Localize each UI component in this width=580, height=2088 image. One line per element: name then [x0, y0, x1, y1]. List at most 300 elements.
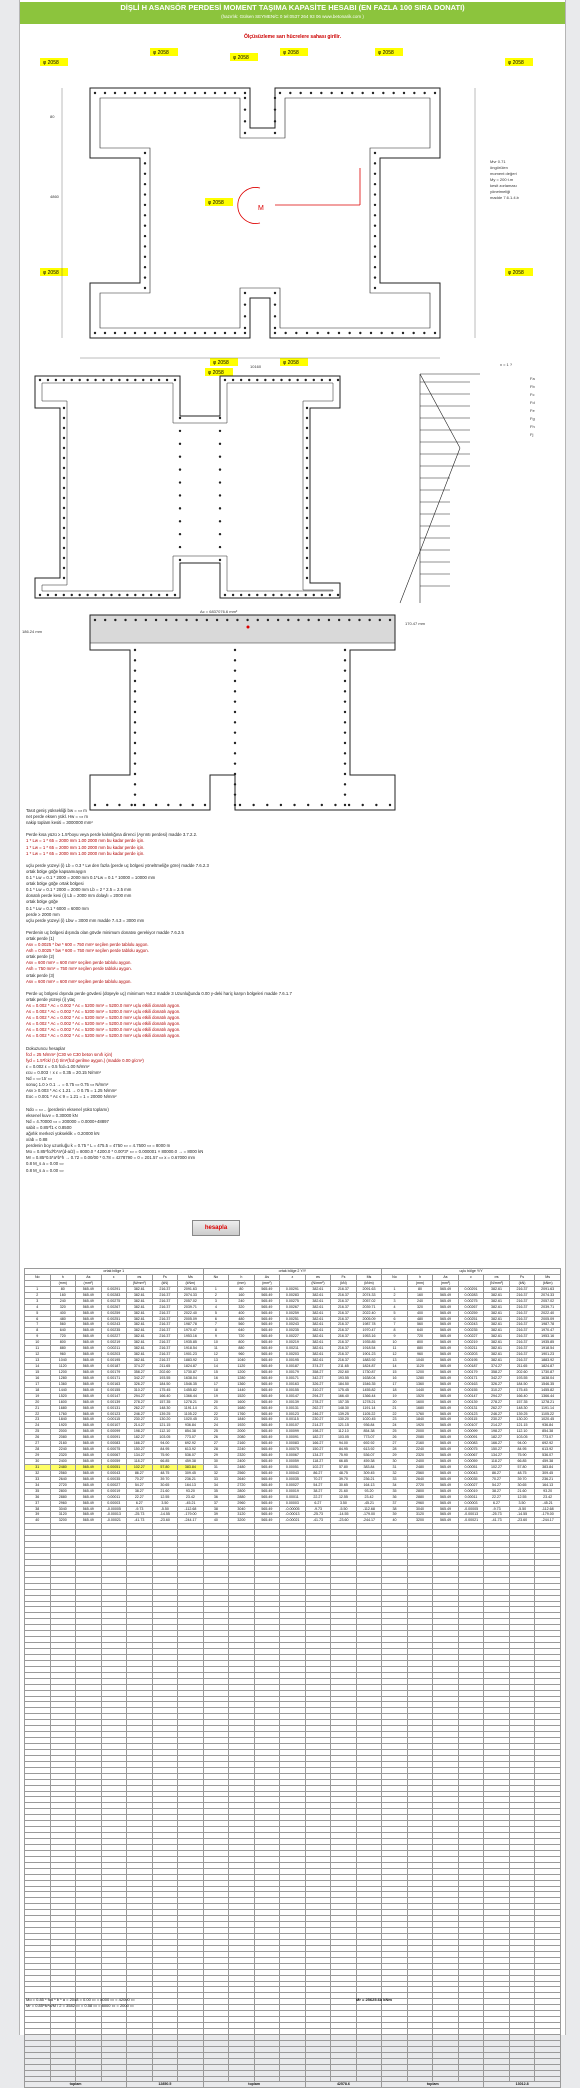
table-cell[interactable]: 0.00091 [458, 1435, 484, 1441]
table-cell[interactable]: 240 [50, 1298, 76, 1304]
table-cell[interactable]: 22.27 [305, 1494, 331, 1500]
table-cell[interactable]: 383.84 [178, 1464, 204, 1470]
table-cell[interactable]: 382.61 [484, 1334, 510, 1340]
table-cell[interactable]: -25.73 [305, 1512, 331, 1518]
table-cell[interactable]: 22 [203, 1411, 229, 1417]
table-cell[interactable]: 1680 [229, 1405, 255, 1411]
table-cell[interactable]: 565.49 [76, 1298, 102, 1304]
table-cell[interactable]: 382.61 [127, 1298, 153, 1304]
table-cell[interactable]: 216.37 [331, 1292, 357, 1298]
table-cell[interactable]: -14.55 [509, 1512, 535, 1518]
table-cell[interactable]: 86.27 [127, 1470, 153, 1476]
table-cell[interactable]: 0.00171 [458, 1375, 484, 1381]
table-cell[interactable]: 1366.44 [356, 1393, 382, 1399]
table-cell[interactable]: 216.37 [509, 1322, 535, 1328]
table-cell[interactable]: 15 [203, 1369, 229, 1375]
table-cell[interactable]: 84.95 [331, 1447, 357, 1453]
table-cell[interactable]: 0.00107 [280, 1423, 306, 1429]
table-cell[interactable]: 28 [203, 1447, 229, 1453]
table-cell[interactable]: 2091.63 [356, 1286, 382, 1292]
table-cell[interactable]: 54.27 [305, 1482, 331, 1488]
table-cell[interactable]: 121.15 [152, 1423, 178, 1429]
table-cell[interactable]: 150.27 [127, 1447, 153, 1453]
table-cell[interactable]: 0.00075 [101, 1447, 127, 1453]
table-cell[interactable]: 4 [382, 1304, 408, 1310]
rebar-tag[interactable] [150, 48, 178, 56]
table-cell[interactable]: 0.00051 [458, 1464, 484, 1470]
table-cell[interactable]: 565.49 [76, 1352, 102, 1358]
table-cell[interactable]: 1935.85 [178, 1340, 204, 1346]
table-cell[interactable]: 0.00251 [280, 1316, 306, 1322]
table-cell[interactable]: 216.37 [509, 1310, 535, 1316]
table-cell[interactable]: 0.00051 [101, 1464, 127, 1470]
table-cell[interactable]: 1105.22 [178, 1411, 204, 1417]
table-cell[interactable]: 565.49 [433, 1423, 459, 1429]
table-cell[interactable]: 326.27 [484, 1381, 510, 1387]
table-cell[interactable]: 565.49 [76, 1328, 102, 1334]
table-cell[interactable]: 565.49 [254, 1292, 280, 1298]
table-cell[interactable]: 0.00123 [458, 1411, 484, 1417]
table-cell[interactable]: 854.38 [535, 1429, 561, 1435]
table-cell[interactable]: 7 [382, 1322, 408, 1328]
table-cell[interactable]: 2320 [50, 1453, 76, 1459]
table-cell[interactable]: 560 [229, 1322, 255, 1328]
table-cell[interactable]: 216.37 [331, 1340, 357, 1346]
table-cell[interactable]: 565.49 [433, 1435, 459, 1441]
table-cell[interactable]: 2240 [229, 1447, 255, 1453]
table-cell[interactable]: 0.00187 [101, 1364, 127, 1370]
table-cell[interactable]: 1520 [50, 1393, 76, 1399]
table-cell[interactable]: 1278.21 [535, 1399, 561, 1405]
table-cell[interactable]: 216.37 [331, 1316, 357, 1322]
table-cell[interactable]: 75.90 [152, 1453, 178, 1459]
table-cell[interactable]: 16 [25, 1375, 51, 1381]
table-cell[interactable]: 216.37 [152, 1310, 178, 1316]
table-cell[interactable]: 480 [50, 1316, 76, 1322]
table-cell[interactable]: -41.73 [127, 1518, 153, 1524]
table-cell[interactable]: 309.45 [535, 1470, 561, 1476]
table-cell[interactable]: 2074.33 [356, 1292, 382, 1298]
table-cell[interactable]: 0.00027 [280, 1482, 306, 1488]
table-cell[interactable]: 0.00235 [280, 1328, 306, 1334]
table-cell[interactable]: 2720 [229, 1482, 255, 1488]
table-cell[interactable]: 565.49 [433, 1310, 459, 1316]
table-cell[interactable]: 0.00155 [458, 1387, 484, 1393]
table-cell[interactable]: 103.05 [509, 1435, 535, 1441]
table-cell[interactable]: 0.00211 [101, 1346, 127, 1352]
table-cell[interactable]: 216.37 [152, 1328, 178, 1334]
table-cell[interactable]: 7 [25, 1322, 51, 1328]
table-cell[interactable]: 3 [203, 1298, 229, 1304]
table-cell[interactable]: 216.37 [509, 1352, 535, 1358]
table-cell[interactable]: 2160 [407, 1441, 433, 1447]
table-cell[interactable]: 720 [229, 1334, 255, 1340]
table-cell[interactable]: 148.30 [152, 1405, 178, 1411]
table-cell[interactable]: 565.49 [254, 1304, 280, 1310]
table-cell[interactable]: 21 [382, 1405, 408, 1411]
table-cell[interactable]: 0.00179 [458, 1369, 484, 1375]
table-cell[interactable]: 565.49 [254, 1447, 280, 1453]
table-cell[interactable]: 382.61 [305, 1352, 331, 1358]
table-cell[interactable]: 216.37 [331, 1334, 357, 1340]
table-cell[interactable]: 1280 [407, 1375, 433, 1381]
table-cell[interactable]: 565.49 [76, 1405, 102, 1411]
table-cell[interactable]: -5.50 [331, 1506, 357, 1512]
table-cell[interactable]: 1105.22 [356, 1411, 382, 1417]
table-cell[interactable]: 8 [25, 1328, 51, 1334]
table-cell[interactable]: 0.00155 [280, 1387, 306, 1393]
table-cell[interactable]: 880 [50, 1346, 76, 1352]
table-cell[interactable]: 30 [203, 1459, 229, 1465]
table-cell[interactable]: 6.27 [305, 1500, 331, 1506]
table-cell[interactable]: 21.60 [509, 1488, 535, 1494]
table-cell[interactable]: 70.27 [484, 1476, 510, 1482]
table-cell[interactable]: 2560 [229, 1470, 255, 1476]
table-cell[interactable]: 565.49 [254, 1411, 280, 1417]
table-cell[interactable]: 14 [382, 1364, 408, 1370]
table-cell[interactable]: 565.49 [433, 1364, 459, 1370]
table-cell[interactable]: 6.27 [484, 1500, 510, 1506]
table-cell[interactable]: 9 [382, 1334, 408, 1340]
table-cell[interactable]: 3.50 [509, 1500, 535, 1506]
table-cell[interactable]: 565.49 [254, 1375, 280, 1381]
table-cell[interactable]: 720 [50, 1334, 76, 1340]
table-cell[interactable]: 216.37 [331, 1322, 357, 1328]
table-cell[interactable]: 0.00107 [101, 1423, 127, 1429]
table-cell[interactable]: 1638.04 [178, 1375, 204, 1381]
table-cell[interactable]: 1520 [229, 1393, 255, 1399]
table-cell[interactable]: 0.00027 [458, 1482, 484, 1488]
table-cell[interactable]: 565.49 [76, 1518, 102, 1524]
table-cell[interactable]: 3200 [229, 1518, 255, 1524]
table-cell[interactable]: 0.00099 [101, 1429, 127, 1435]
table-cell[interactable]: 216.37 [331, 1298, 357, 1304]
table-cell[interactable]: 342.27 [127, 1375, 153, 1381]
rebar-tag[interactable] [280, 48, 308, 56]
table-cell[interactable]: 565.49 [433, 1500, 459, 1506]
table-cell[interactable]: 216.37 [331, 1304, 357, 1310]
table-cell[interactable]: 0.00067 [101, 1453, 127, 1459]
table-cell[interactable]: 6 [203, 1316, 229, 1322]
table-cell[interactable]: 459.38 [356, 1459, 382, 1465]
table-cell[interactable]: 565.49 [254, 1393, 280, 1399]
table-cell[interactable]: 310.27 [484, 1387, 510, 1393]
table-cell[interactable]: 20 [203, 1399, 229, 1405]
table-cell[interactable]: 2960 [50, 1500, 76, 1506]
table-cell[interactable]: 565.49 [254, 1417, 280, 1423]
table-cell[interactable]: 0.00203 [458, 1352, 484, 1358]
table-cell[interactable]: 0.00067 [458, 1453, 484, 1459]
table-cell[interactable]: 1366.44 [178, 1393, 204, 1399]
table-cell[interactable]: 278.27 [127, 1399, 153, 1405]
table-cell[interactable]: 12.55 [509, 1494, 535, 1500]
table-cell[interactable]: 382.61 [127, 1334, 153, 1340]
table-cell[interactable]: 216.37 [509, 1328, 535, 1334]
table-cell[interactable]: 102.27 [484, 1464, 510, 1470]
table-cell[interactable]: 309.45 [356, 1470, 382, 1476]
table-cell[interactable]: 17 [203, 1381, 229, 1387]
table-cell[interactable]: 310.27 [305, 1387, 331, 1393]
table-cell[interactable]: 2960 [407, 1500, 433, 1506]
table-cell[interactable]: 565.49 [254, 1381, 280, 1387]
table-cell[interactable]: 565.49 [433, 1506, 459, 1512]
table-cell[interactable]: 57.80 [509, 1464, 535, 1470]
table-cell[interactable]: 0.00235 [458, 1328, 484, 1334]
table-cell[interactable]: 1953.16 [535, 1334, 561, 1340]
table-cell[interactable]: 565.49 [76, 1304, 102, 1310]
table-cell[interactable]: 565.49 [76, 1340, 102, 1346]
table-cell[interactable]: 640 [50, 1328, 76, 1334]
table-cell[interactable]: 565.49 [254, 1358, 280, 1364]
table-cell[interactable]: 0.00147 [101, 1393, 127, 1399]
table-cell[interactable]: 2400 [407, 1459, 433, 1465]
table-cell[interactable]: 166.40 [152, 1393, 178, 1399]
table-cell[interactable]: 20 [382, 1399, 408, 1405]
table-cell[interactable]: 0.00291 [280, 1286, 306, 1292]
table-cell[interactable]: 0.00275 [280, 1298, 306, 1304]
table-cell[interactable]: 38 [25, 1506, 51, 1512]
table-cell[interactable]: 0.00163 [280, 1381, 306, 1387]
table-cell[interactable]: 31 [203, 1464, 229, 1470]
table-cell[interactable]: 2000 [407, 1429, 433, 1435]
table-cell[interactable]: 202.60 [331, 1369, 357, 1375]
table-cell[interactable]: 175.45 [509, 1387, 535, 1393]
table-cell[interactable]: 565.49 [433, 1512, 459, 1518]
table-cell[interactable]: 29 [203, 1453, 229, 1459]
table-cell[interactable]: 320 [407, 1304, 433, 1310]
table-cell[interactable]: 36 [203, 1494, 229, 1500]
table-cell[interactable]: 382.61 [127, 1352, 153, 1358]
table-cell[interactable]: 2480 [50, 1464, 76, 1470]
table-cell[interactable]: 382.61 [484, 1304, 510, 1310]
table-cell[interactable]: 57.80 [331, 1464, 357, 1470]
table-cell[interactable]: 1440 [407, 1387, 433, 1393]
table-cell[interactable]: 11 [203, 1346, 229, 1352]
table-cell[interactable]: 1440 [50, 1387, 76, 1393]
table-cell[interactable]: -14.55 [331, 1512, 357, 1518]
table-cell[interactable]: 382.61 [305, 1340, 331, 1346]
table-cell[interactable]: 1366.44 [535, 1393, 561, 1399]
table-cell[interactable]: 382.61 [484, 1328, 510, 1334]
table-cell[interactable]: 94.00 [509, 1441, 535, 1447]
table-cell[interactable]: 160 [50, 1292, 76, 1298]
table-cell[interactable]: -25.73 [484, 1512, 510, 1518]
table-cell[interactable]: 16 [382, 1375, 408, 1381]
table-cell[interactable]: 936.84 [356, 1423, 382, 1429]
table-cell[interactable]: 12.55 [152, 1494, 178, 1500]
table-cell[interactable]: 1970.47 [356, 1328, 382, 1334]
rebar-tag[interactable] [375, 48, 403, 56]
table-cell[interactable]: 130.20 [152, 1417, 178, 1423]
table-cell[interactable]: 150.27 [484, 1447, 510, 1453]
table-cell[interactable]: 13 [203, 1358, 229, 1364]
table-cell[interactable]: 1901.23 [178, 1352, 204, 1358]
table-cell[interactable]: 37 [203, 1500, 229, 1506]
table-cell[interactable]: 18 [382, 1387, 408, 1393]
table-cell[interactable]: 0.00115 [280, 1417, 306, 1423]
table-cell[interactable]: 24 [382, 1423, 408, 1429]
table-cell[interactable]: 182.27 [127, 1435, 153, 1441]
table-cell[interactable]: 3 [382, 1298, 408, 1304]
table-cell[interactable]: 0.00291 [458, 1286, 484, 1292]
table-cell[interactable]: 31 [25, 1464, 51, 1470]
table-cell[interactable]: 565.49 [433, 1447, 459, 1453]
table-cell[interactable]: 400 [50, 1310, 76, 1316]
table-cell[interactable]: 0.00227 [101, 1334, 127, 1340]
table-cell[interactable]: 773.07 [178, 1435, 204, 1441]
table-cell[interactable]: 565.49 [254, 1364, 280, 1370]
table-cell[interactable]: 383.84 [356, 1464, 382, 1470]
table-cell[interactable]: 800 [407, 1340, 433, 1346]
table-cell[interactable]: 342.27 [484, 1375, 510, 1381]
table-cell[interactable]: 193.55 [509, 1375, 535, 1381]
table-cell[interactable]: 11 [382, 1346, 408, 1352]
table-cell[interactable]: 1040 [50, 1358, 76, 1364]
table-cell[interactable]: 1918.54 [535, 1346, 561, 1352]
table-cell[interactable]: 21 [25, 1405, 51, 1411]
table-cell[interactable]: 382.61 [484, 1292, 510, 1298]
table-cell[interactable]: 2 [382, 1292, 408, 1298]
table-cell[interactable]: 565.49 [254, 1500, 280, 1506]
table-cell[interactable]: 182.27 [305, 1435, 331, 1441]
table-cell[interactable]: 216.37 [152, 1286, 178, 1292]
table-cell[interactable]: 29 [25, 1453, 51, 1459]
table-cell[interactable]: 1760 [229, 1411, 255, 1417]
table-cell[interactable]: 28 [25, 1447, 51, 1453]
table-cell[interactable]: 565.49 [254, 1518, 280, 1524]
table-cell[interactable]: 1360 [229, 1381, 255, 1387]
table-cell[interactable]: 800 [229, 1340, 255, 1346]
table-cell[interactable]: 565.49 [254, 1399, 280, 1405]
table-cell[interactable]: 216.37 [152, 1298, 178, 1304]
table-cell[interactable]: -41.73 [305, 1518, 331, 1524]
table-cell[interactable]: 27 [203, 1441, 229, 1447]
table-cell[interactable]: 565.49 [433, 1453, 459, 1459]
table-cell[interactable]: 2400 [229, 1459, 255, 1465]
rebar-tag[interactable] [40, 268, 68, 276]
table-cell[interactable]: 1278.21 [178, 1399, 204, 1405]
table-cell[interactable]: -14.55 [152, 1512, 178, 1518]
table-cell[interactable]: 32 [25, 1470, 51, 1476]
table-cell[interactable]: 19 [382, 1393, 408, 1399]
table-cell[interactable]: -112.68 [535, 1506, 561, 1512]
table-cell[interactable]: 216.37 [152, 1322, 178, 1328]
table-cell[interactable]: 216.37 [509, 1298, 535, 1304]
table-cell[interactable]: 7 [203, 1322, 229, 1328]
table-cell[interactable]: 3120 [50, 1512, 76, 1518]
table-cell[interactable]: 565.49 [76, 1488, 102, 1494]
table-cell[interactable]: 382.61 [305, 1286, 331, 1292]
table-cell[interactable]: 459.38 [178, 1459, 204, 1465]
table-cell[interactable]: 374.27 [305, 1364, 331, 1370]
table-cell[interactable]: 35 [203, 1488, 229, 1494]
table-cell[interactable]: 0.00219 [101, 1340, 127, 1346]
table-cell[interactable]: 216.37 [509, 1316, 535, 1322]
table-cell[interactable]: 1920 [229, 1423, 255, 1429]
table-cell[interactable]: 1600 [407, 1399, 433, 1405]
table-cell[interactable]: 565.49 [76, 1435, 102, 1441]
table-cell[interactable]: 9 [203, 1334, 229, 1340]
table-cell[interactable]: 382.61 [127, 1346, 153, 1352]
table-cell[interactable]: 0.00131 [101, 1405, 127, 1411]
table-cell[interactable]: 157.35 [152, 1399, 178, 1405]
table-cell[interactable]: 880 [407, 1346, 433, 1352]
table-cell[interactable]: 2640 [407, 1476, 433, 1482]
table-cell[interactable]: 382.61 [127, 1340, 153, 1346]
table-cell[interactable]: 3120 [229, 1512, 255, 1518]
table-cell[interactable]: -41.73 [484, 1518, 510, 1524]
table-cell[interactable]: 565.49 [254, 1298, 280, 1304]
table-cell[interactable]: 2320 [407, 1453, 433, 1459]
table-cell[interactable]: 854.38 [178, 1429, 204, 1435]
table-cell[interactable]: 193.55 [331, 1375, 357, 1381]
table-cell[interactable]: 382.61 [305, 1298, 331, 1304]
table-cell[interactable]: 382.61 [127, 1286, 153, 1292]
table-cell[interactable]: 565.49 [76, 1470, 102, 1476]
table-cell[interactable]: 3 [25, 1298, 51, 1304]
table-cell[interactable]: 358.27 [305, 1369, 331, 1375]
table-cell[interactable]: 565.49 [76, 1417, 102, 1423]
table-cell[interactable]: 382.61 [127, 1358, 153, 1364]
table-cell[interactable]: 1901.23 [356, 1352, 382, 1358]
table-cell[interactable]: -0.00013 [280, 1512, 306, 1518]
table-cell[interactable]: 11 [25, 1346, 51, 1352]
table-cell[interactable]: 565.49 [433, 1375, 459, 1381]
table-cell[interactable]: 112.10 [509, 1429, 535, 1435]
rebar-tag[interactable] [230, 53, 258, 61]
table-cell[interactable]: -0.00005 [101, 1506, 127, 1512]
table-cell[interactable]: 164.13 [178, 1482, 204, 1488]
rebar-tag[interactable] [280, 358, 308, 366]
table-cell[interactable]: -244.17 [178, 1518, 204, 1524]
table-cell[interactable]: 2800 [229, 1488, 255, 1494]
table-cell[interactable]: 184.50 [331, 1381, 357, 1387]
table-cell[interactable]: 565.49 [254, 1470, 280, 1476]
table-cell[interactable]: 38.27 [305, 1488, 331, 1494]
table-cell[interactable]: 2 [203, 1292, 229, 1298]
table-cell[interactable]: 32 [203, 1470, 229, 1476]
table-cell[interactable]: 960 [229, 1352, 255, 1358]
table-cell[interactable]: -25.73 [127, 1512, 153, 1518]
table-cell[interactable]: 2640 [229, 1476, 255, 1482]
table-cell[interactable]: 214.27 [484, 1423, 510, 1429]
table-cell[interactable]: 1 [382, 1286, 408, 1292]
table-cell[interactable]: 382.61 [305, 1304, 331, 1310]
table-cell[interactable]: 166.40 [509, 1393, 535, 1399]
table-cell[interactable]: 565.49 [76, 1476, 102, 1482]
table-cell[interactable]: 0.00075 [458, 1447, 484, 1453]
table-cell[interactable]: 30 [382, 1459, 408, 1465]
table-cell[interactable]: 166.40 [331, 1393, 357, 1399]
table-cell[interactable]: 565.49 [433, 1482, 459, 1488]
table-cell[interactable]: 1987.78 [356, 1322, 382, 1328]
table-cell[interactable]: 936.84 [178, 1423, 204, 1429]
table-cell[interactable]: 48.75 [152, 1470, 178, 1476]
table-cell[interactable]: 565.49 [76, 1310, 102, 1316]
table-cell[interactable]: 565.49 [254, 1316, 280, 1322]
table-cell[interactable]: -179.00 [535, 1512, 561, 1518]
table-cell[interactable]: 14 [203, 1364, 229, 1370]
table-cell[interactable]: 24 [25, 1423, 51, 1429]
table-cell[interactable]: 33 [25, 1476, 51, 1482]
table-cell[interactable]: -112.68 [356, 1506, 382, 1512]
table-cell[interactable]: 382.61 [127, 1292, 153, 1298]
table-cell[interactable]: 382.61 [484, 1310, 510, 1316]
table-cell[interactable]: 160 [229, 1292, 255, 1298]
table-cell[interactable]: 0.00003 [101, 1500, 127, 1506]
table-cell[interactable]: 0.00227 [458, 1334, 484, 1340]
table-cell[interactable]: 1600 [50, 1399, 76, 1405]
